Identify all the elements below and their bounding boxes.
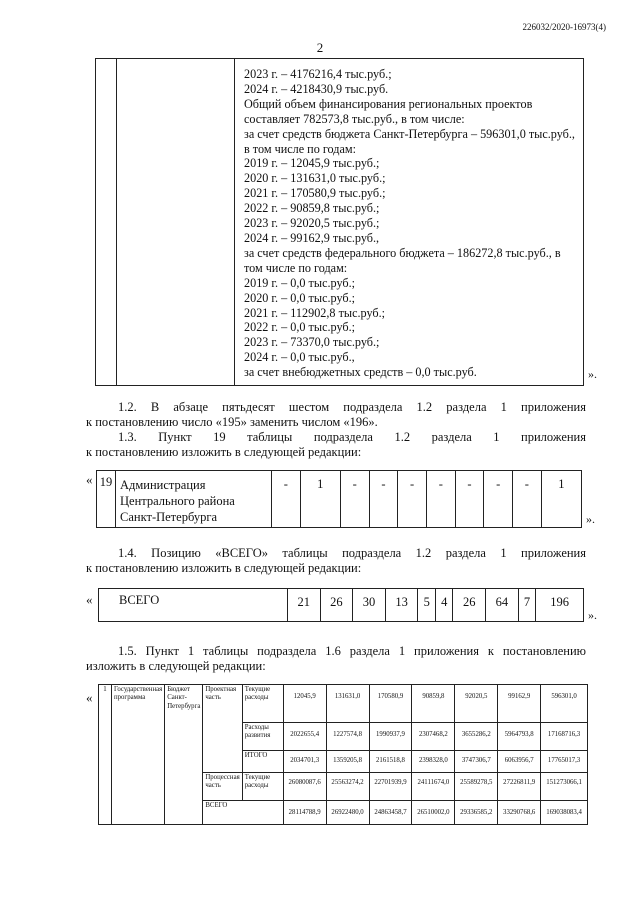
financing-line: 2019 г. – 0,0 тыс.руб.; (244, 275, 356, 290)
value-cell: 33290768,6 (498, 801, 541, 825)
open-quote: « (86, 690, 93, 705)
row-number: 19 (97, 471, 116, 528)
row-label: Текущие расходы (242, 685, 283, 723)
total-row-table (98, 588, 584, 622)
financing-line: 2020 г. – 131631,0 тыс.руб.; (244, 171, 386, 186)
value-cell: 26 (453, 589, 486, 622)
financing-line: 2019 г. – 12045,9 тыс.руб.; (244, 156, 380, 171)
value-cell: 2022655,4 (283, 723, 326, 751)
row-label: Текущие расходы (242, 773, 283, 801)
page-number: 2 (316, 40, 324, 55)
paragraph-line: 1.5. Пункт 1 таблицы подраздела 1.6 раздела 1 приложения к постановлению (118, 644, 586, 658)
value-cell: 4 (435, 589, 453, 622)
value-cell: 29336585,2 (455, 801, 498, 825)
value-cell: 1 (300, 471, 340, 528)
value-cell: 5964793,8 (498, 723, 541, 751)
value-cell: 7 (518, 589, 536, 622)
value-cell: 28114788,9 (283, 801, 326, 825)
value-cell: - (272, 471, 301, 528)
value-cell: - (340, 471, 369, 528)
financing-line: за счет средств бюджета Санкт-Петербурга – 596301,0 тыс.руб., в том числе по годам: (244, 126, 575, 156)
value-cell: 131631,0 (326, 685, 369, 723)
value-cell: 6063956,7 (498, 751, 541, 773)
financing-line: 2023 г. – 4176216,4 тыс.руб.; (244, 67, 392, 81)
financing-line: 2022 г. – 0,0 тыс.руб.; (244, 320, 356, 335)
value-cell: 26510002,0 (412, 801, 455, 825)
value-cell: 26922480,0 (326, 801, 369, 825)
district-row-table (96, 470, 582, 528)
financing-text (244, 67, 580, 380)
open-quote: « (86, 472, 93, 487)
value-cell: 2034701,3 (283, 751, 326, 773)
paragraph-1-4 (86, 546, 586, 576)
program-cell: Государственная программа (112, 685, 165, 825)
value-cell: - (426, 471, 455, 528)
value-cell: 3747306,7 (455, 751, 498, 773)
value-cell: 90859,8 (412, 685, 455, 723)
value-cell: - (369, 471, 398, 528)
value-cell: 64 (486, 589, 519, 622)
value-cell: 92020,5 (455, 685, 498, 723)
paragraph-line: к постановлению изложить в следующей редакции: (86, 561, 362, 575)
financing-line: 2024 г. – 99162,9 тыс.руб., (244, 230, 380, 245)
paragraph-line: 1.2. В абзаце пятьдесят шестом подраздела 1.2 раздела 1 приложения (118, 400, 586, 414)
process-part-cell: Процессная часть (203, 773, 242, 801)
value-cell: - (513, 471, 542, 528)
value-cell: 27226811,9 (498, 773, 541, 801)
value-cell: 2307468,2 (412, 723, 455, 751)
total-label: ВСЕГО (99, 589, 288, 622)
value-cell: 21 (288, 589, 321, 622)
value-cell: 24111674,0 (412, 773, 455, 801)
value-cell: 30 (353, 589, 386, 622)
paragraph-line: 1.4. Позицию «ВСЕГО» таблицы подраздела 1.2 раздела 1 приложения (118, 546, 586, 560)
closing-quote: ». (588, 608, 597, 622)
value-cell: 26 (320, 589, 353, 622)
financing-line: 2021 г. – 170580,9 тыс.руб.; (244, 186, 386, 201)
value-cell: 169038083,4 (541, 801, 588, 825)
paragraph-line: 1.3. Пункт 19 таблицы подраздела 1.2 раздела 1 приложения (118, 430, 586, 444)
value-cell: 22701939,9 (369, 773, 412, 801)
closing-quote: ». (588, 367, 597, 381)
value-cell: 3655286,2 (455, 723, 498, 751)
row-number: 1 (99, 685, 112, 825)
value-cell: 1 (541, 471, 581, 528)
value-cell: 17765017,3 (541, 751, 588, 773)
paragraph-1-3 (86, 430, 586, 460)
value-cell: 12045,9 (283, 685, 326, 723)
value-cell: 99162,9 (498, 685, 541, 723)
financing-line: 2020 г. – 0,0 тыс.руб.; (244, 290, 356, 305)
financing-line: за счет средств федерального бюджета – 186272,8 тыс.руб., в том числе по годам: (244, 245, 561, 275)
table-column-divider (234, 59, 235, 385)
value-cell: 596301,0 (541, 685, 588, 723)
financing-line: 2021 г. – 112902,8 тыс.руб.; (244, 305, 386, 320)
value-cell: 1227574,8 (326, 723, 369, 751)
financing-line: 2024 г. – 0,0 тыс.руб., (244, 350, 355, 365)
row-label: ИТОГО (242, 751, 283, 773)
financing-line: 2023 г. – 73370,0 тыс.руб.; (244, 335, 380, 350)
value-cell: 25589278,5 (455, 773, 498, 801)
paragraph-1-5 (86, 644, 586, 674)
value-cell: 26080087,6 (283, 773, 326, 801)
district-name: Администрация Центрального района Санкт-Петербурга (116, 471, 272, 528)
row-label: Расходы развития (242, 723, 283, 751)
open-quote: « (86, 592, 93, 607)
financing-line: 2023 г. – 92020,5 тыс.руб.; (244, 216, 380, 231)
value-cell: 25563274,2 (326, 773, 369, 801)
value-cell: 17168716,3 (541, 723, 588, 751)
financing-line: 2024 г. – 4218430,9 тыс.руб. (244, 81, 389, 96)
paragraph-line: к постановлению изложить в следующей редакции: (86, 445, 362, 459)
project-part-cell: Проектная часть (203, 685, 242, 773)
financing-line: Общий объем финансирования региональных проектов составляет 782573,8 тыс.руб., в том числе: (244, 96, 533, 126)
paragraph-1-2 (86, 400, 586, 430)
table-column-divider (116, 59, 117, 385)
value-cell: 170580,9 (369, 685, 412, 723)
total-label: ВСЕГО (203, 801, 283, 825)
value-cell: 196 (536, 589, 584, 622)
value-cell: 24863458,7 (369, 801, 412, 825)
value-cell: - (398, 471, 427, 528)
value-cell: 151273066,1 (541, 773, 588, 801)
closing-quote: ». (586, 512, 595, 526)
financing-line: 2022 г. – 90859,8 тыс.руб.; (244, 201, 380, 216)
financing-table (95, 58, 584, 386)
funding-table (98, 684, 588, 825)
financing-line: за счет внебюджетных средств – 0,0 тыс.руб. (244, 365, 477, 380)
value-cell: - (484, 471, 513, 528)
value-cell: 2398328,0 (412, 751, 455, 773)
value-cell: 1359205,8 (326, 751, 369, 773)
document-number: 226032/2020-16973(4) (522, 22, 606, 32)
paragraph-line: изложить в следующей редакции: (86, 659, 266, 673)
value-cell: 5 (418, 589, 436, 622)
value-cell: 2161518,8 (369, 751, 412, 773)
budget-cell: Бюджет Санкт-Петербурга (165, 685, 203, 825)
value-cell: 1990937,9 (369, 723, 412, 751)
value-cell: - (455, 471, 484, 528)
paragraph-line: к постановлению число «195» заменить числом «196». (86, 415, 378, 429)
value-cell: 13 (385, 589, 418, 622)
